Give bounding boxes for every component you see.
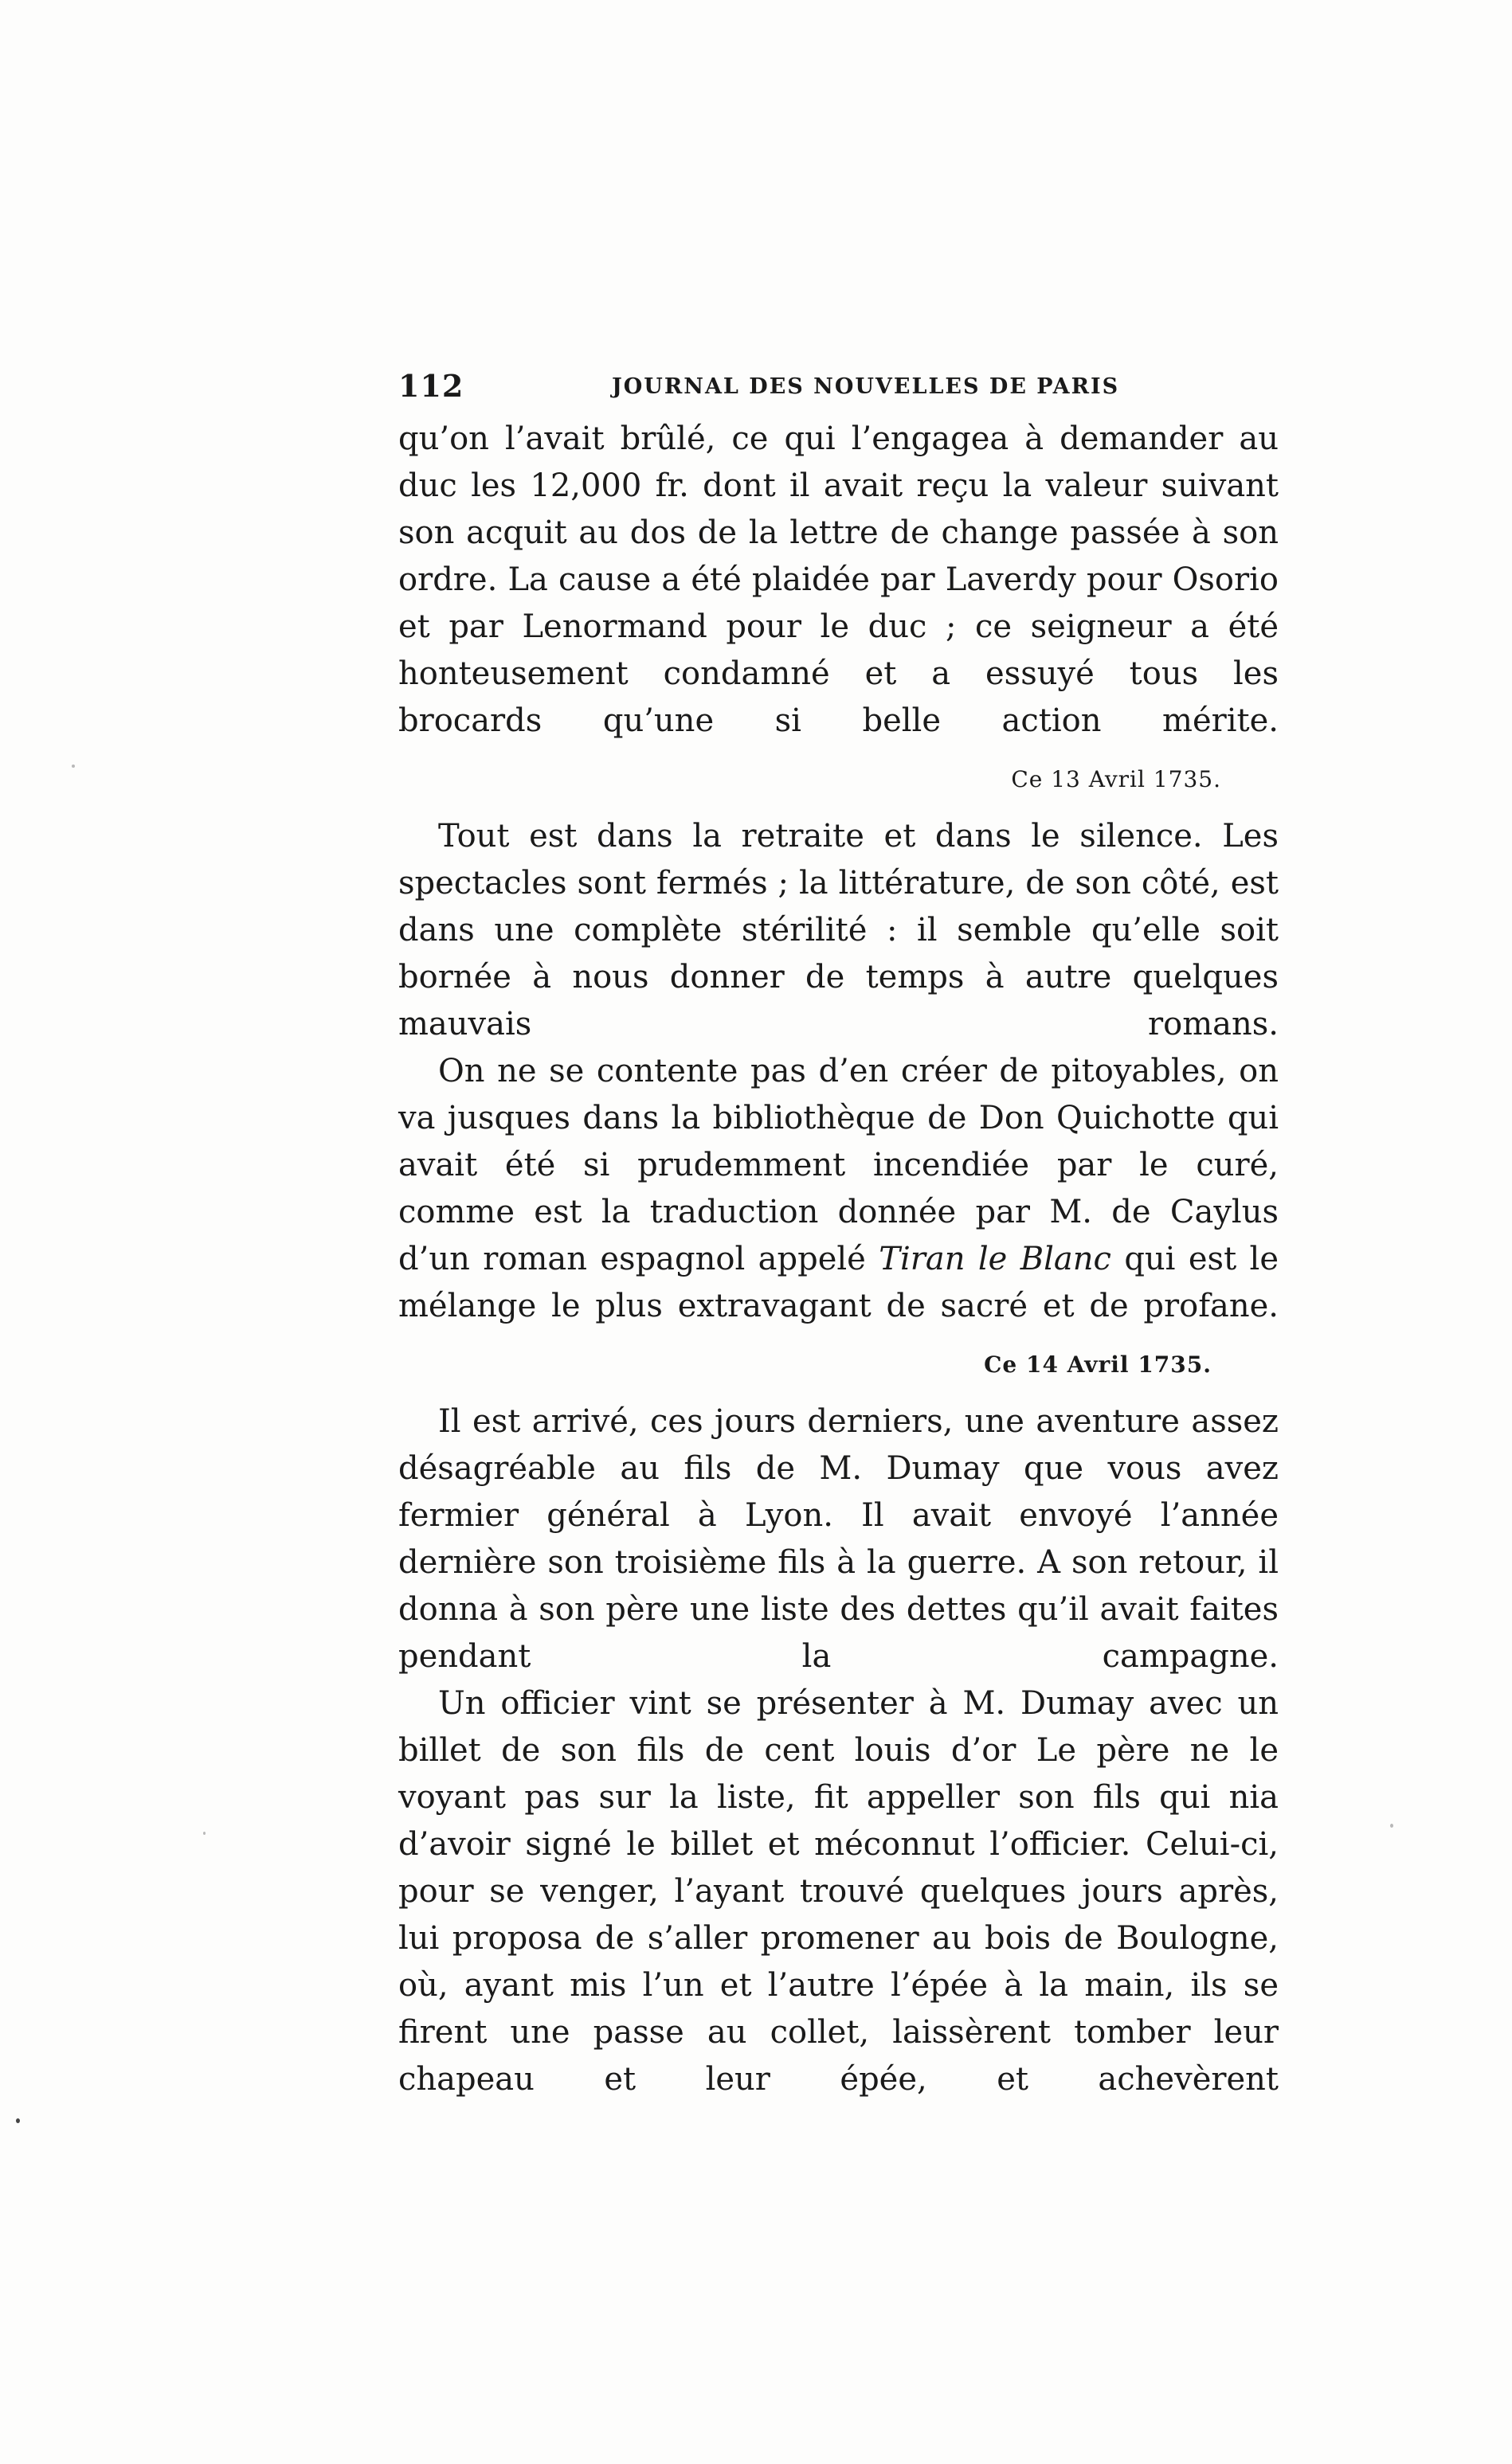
- paper-speck: [1390, 1824, 1393, 1828]
- paragraph: Un officier vint se présenter à M. Dumay avec un billet de son fils de cent louis d’or Le père ne le voyant pas sur la liste, fit appeller son fils qui nia d’avoir signé le billet et méconnut l’officier. Celui-ci, pour se venger, l’ayant trouvé quelques jours après, lui proposa de s’aller promener au bois de Boulogne, où, ayant mis l’un et l’autre l’épée à la main, ils se firent une passe au collet, laissèrent tomber leur chapeau et leur épée, et achevèrent: [398, 1685, 1279, 2098]
- book-title: Tiran le Blanc: [879, 1241, 1111, 1277]
- paper-speck: [72, 765, 75, 768]
- paper-speck: [203, 1832, 206, 1835]
- page-header: [398, 368, 1275, 404]
- paragraph-text: qui est le mélange le plus extravagant de sacré et de profane.: [398, 1241, 1279, 1324]
- paragraph: Tout est dans la retraite et dans le silence. Les spectacles sont fermés ; la littérature, de son côté, est dans une complète stérilité : il semble qu’elle soit bornée à nous donner de temps à autre quelques mauvais romans.: [398, 818, 1279, 1042]
- dateline: Ce 14 Avril 1735.: [984, 1351, 1212, 1378]
- body-text: [398, 416, 1279, 2103]
- dateline: Ce 13 Avril 1735.: [1011, 766, 1221, 792]
- paragraph: Il est arrivé, ces jours derniers, une aventure assez désagréable au fils de M. Dumay que vous avez fermier général à Lyon. Il avait envoyé l’année dernière son troisième fils à la guerre. A son retour, il donna à son père une liste des dettes qu’il avait faites pendant la campagne.: [398, 1403, 1279, 1675]
- paper-speck: [16, 2118, 20, 2123]
- running-title: JOURNAL DES NOUVELLES DE PARIS: [612, 374, 1120, 399]
- page-number: 112: [398, 368, 464, 404]
- paragraph: [398, 1048, 1279, 1330]
- paragraph: qu’on l’avait brûlé, ce qui l’engagea à demander au duc les 12,000 fr. dont il avait reçu la valeur suivant son acquit au dos de la lettre de change passée à son ordre. La cause a été plaidée par Laverdy pour Osorio et par Lenormand pour le duc ; ce seigneur a été honteusement condamné et a essuyé tous les brocards qu’une si belle action mérite.: [398, 420, 1279, 739]
- paragraph-text: On ne se contente pas d’en créer de pitoyables, on va jusques dans la bibliothèque de Don Quichotte qui avait été si prudemment incendiée par le curé, comme est la traduction donnée par M. de Caylus d’un roman espagnol appelé: [398, 1053, 1279, 1277]
